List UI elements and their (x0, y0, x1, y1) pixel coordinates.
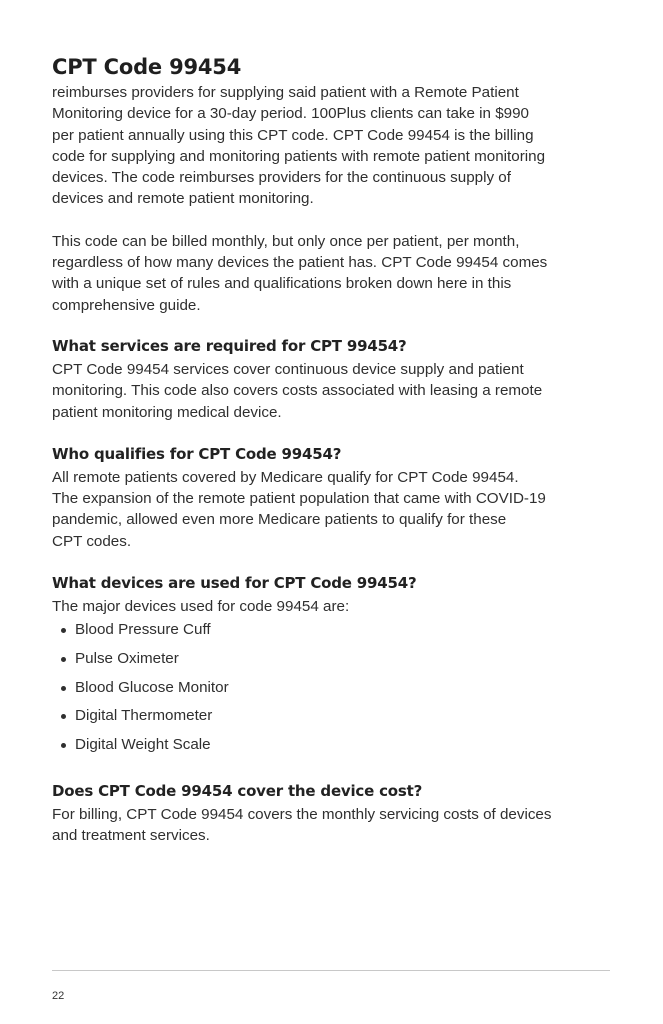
services-line: patient monitoring medical device. (52, 403, 282, 421)
billing-paragraph (52, 231, 612, 316)
bullet-icon (61, 657, 66, 662)
qualifies-heading: Who qualifies for CPT Code 99454? (52, 444, 342, 463)
intro-line: Monitoring device for a 30-day period. 100Plus clients can take in $990 (52, 105, 530, 123)
list-item (52, 734, 612, 755)
billing-line: comprehensive guide. (52, 296, 201, 314)
qualifies-line: CPT codes. (52, 532, 132, 550)
intro-line: devices and remote patient monitoring. (52, 190, 314, 208)
cost-paragraph (52, 804, 612, 847)
intro-line: per patient annually using this CPT code. CPT Code 99454 is the billing (52, 126, 534, 144)
list-item (52, 705, 612, 726)
cost-line: and treatment services. (52, 827, 210, 845)
billing-line: regardless of how many devices the patient has. CPT Code 99454 comes (52, 254, 548, 272)
devices-list (52, 619, 612, 755)
billing-line: This code can be billed monthly, but only once per patient, per month, (52, 232, 520, 250)
bullet-icon (61, 743, 66, 748)
cost-heading: Does CPT Code 99454 cover the device cost? (52, 782, 423, 801)
qualifies-line: All remote patients covered by Medicare qualify for CPT Code 99454. (52, 468, 519, 486)
services-paragraph (52, 359, 612, 423)
device-name: Digital Thermometer (75, 707, 213, 725)
page-title: CPT Code 99454 (52, 55, 242, 79)
bullet-icon (61, 714, 66, 719)
device-name: Blood Pressure Cuff (75, 621, 211, 639)
devices-intro: The major devices used for code 99454 are: (52, 598, 350, 616)
services-heading: What services are required for CPT 99454? (52, 336, 407, 355)
list-item (52, 677, 612, 698)
intro-line: code for supplying and monitoring patients with remote patient monitoring (52, 147, 546, 165)
intro-line: reimburses providers for supplying said patient with a Remote Patient (52, 84, 519, 101)
list-item (52, 648, 612, 669)
bullet-icon (61, 628, 66, 633)
qualifies-line: pandemic, allowed even more Medicare patients to qualify for these (52, 511, 507, 529)
services-line: monitoring. This code also covers costs associated with leasing a remote (52, 382, 543, 400)
services-line: CPT Code 99454 services cover continuous device supply and patient (52, 360, 524, 378)
page-content (52, 52, 612, 847)
intro-paragraph (52, 82, 612, 210)
devices-heading: What devices are used for CPT Code 99454? (52, 574, 417, 593)
list-item (52, 619, 612, 640)
footer-divider (52, 970, 610, 971)
qualifies-line: The expansion of the remote patient population that came with COVID-19 (52, 490, 546, 508)
device-name: Blood Glucose Monitor (75, 678, 229, 696)
cost-line: For billing, CPT Code 99454 covers the monthly servicing costs of devices (52, 806, 552, 824)
page-number: 22 (52, 990, 65, 1002)
intro-line: devices. The code reimburses providers for the continuous supply of (52, 169, 511, 187)
bullet-icon (61, 686, 66, 691)
billing-line: with a unique set of rules and qualifications broken down here in this (52, 275, 512, 293)
device-name: Digital Weight Scale (75, 735, 211, 753)
qualifies-paragraph (52, 467, 612, 552)
device-name: Pulse Oximeter (75, 649, 179, 667)
